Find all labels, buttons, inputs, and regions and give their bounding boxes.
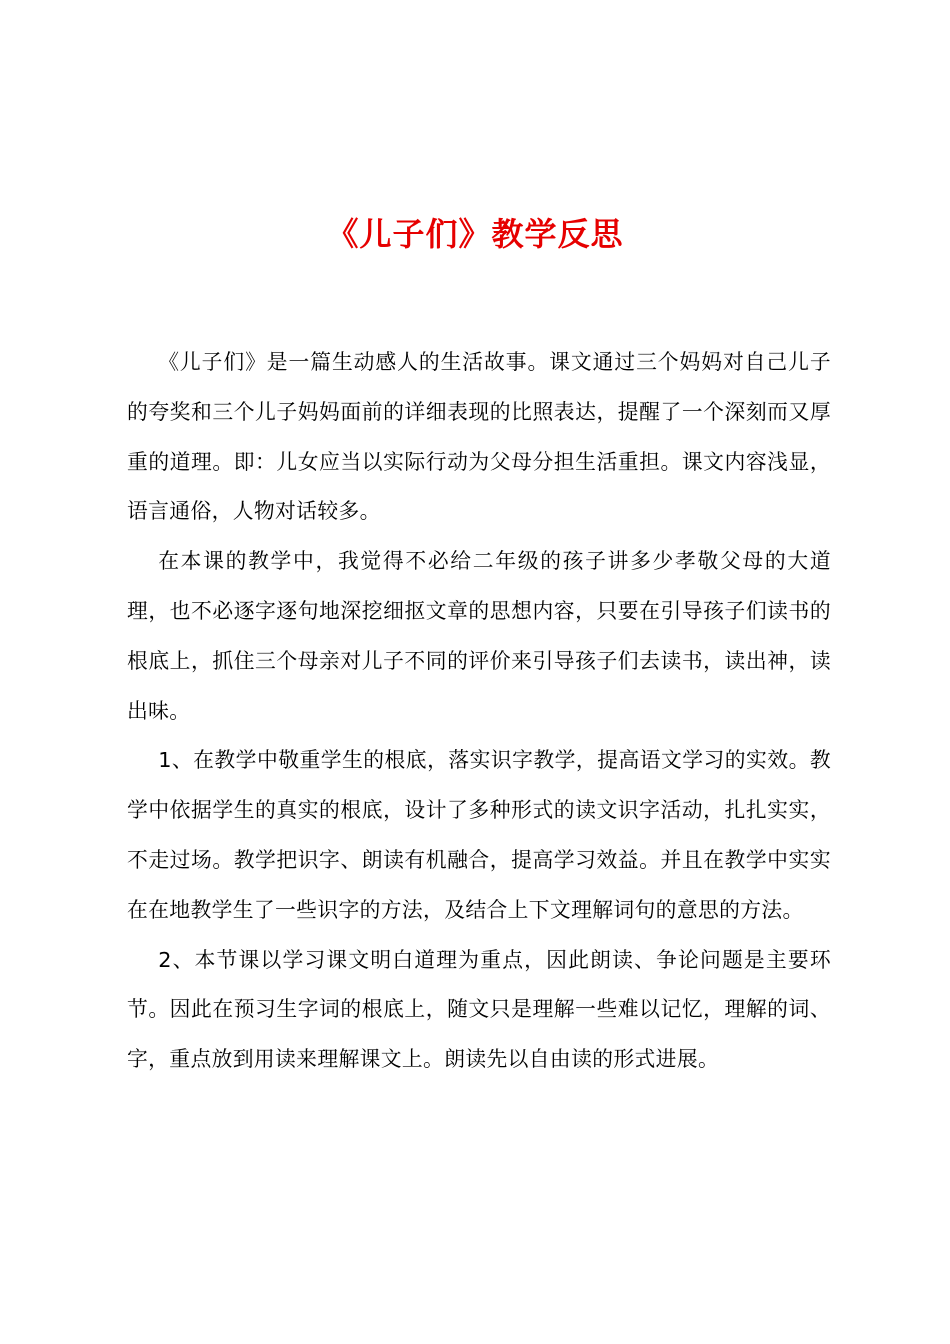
- document-title: 《儿子们》教学反思: [326, 215, 624, 253]
- paragraph-intro: 《儿子们》是一篇生动感人的生活故事。课文通过三个妈妈对自己儿子的夸奖和三个儿子妈妈面前的详细表现的比照表达，提醒了一个深刻而又厚重的道理。即：儿女应当以实际行动为父母分担生活重担。课文内容浅显，语言通俗，人物对话较多。: [127, 350, 831, 524]
- paragraph-point-2: 2、本节课以学习课文明白道理为重点，因此朗读、争论问题是主要环节。因此在预习生字词的根底上，随文只是理解一些难以记忆，理解的词、字，重点放到用读来理解课文上。朗读先以自由读的形式进展。: [127, 947, 831, 1072]
- paragraph-point-1: 1、在教学中敬重学生的根底，落实识字教学，提高语文学习的实效。教学中依据学生的真实的根底，设计了多种形式的读文识字活动，扎扎实实，不走过场。教学把识字、朗读有机融合，提高学习效益。并且在教学中实实在在地教学生了一些识字的方法，及结合上下文理解词句的意思的方法。: [127, 748, 831, 922]
- paragraph-approach: 在本课的教学中，我觉得不必给二年级的孩子讲多少孝敬父母的大道理，也不必逐字逐句地深挖细抠文章的思想内容，只要在引导孩子们读书的根底上，抓住三个母亲对儿子不同的评价来引导孩子们去读书，读出神，读出味。: [127, 549, 831, 723]
- document-body: [127, 338, 831, 1085]
